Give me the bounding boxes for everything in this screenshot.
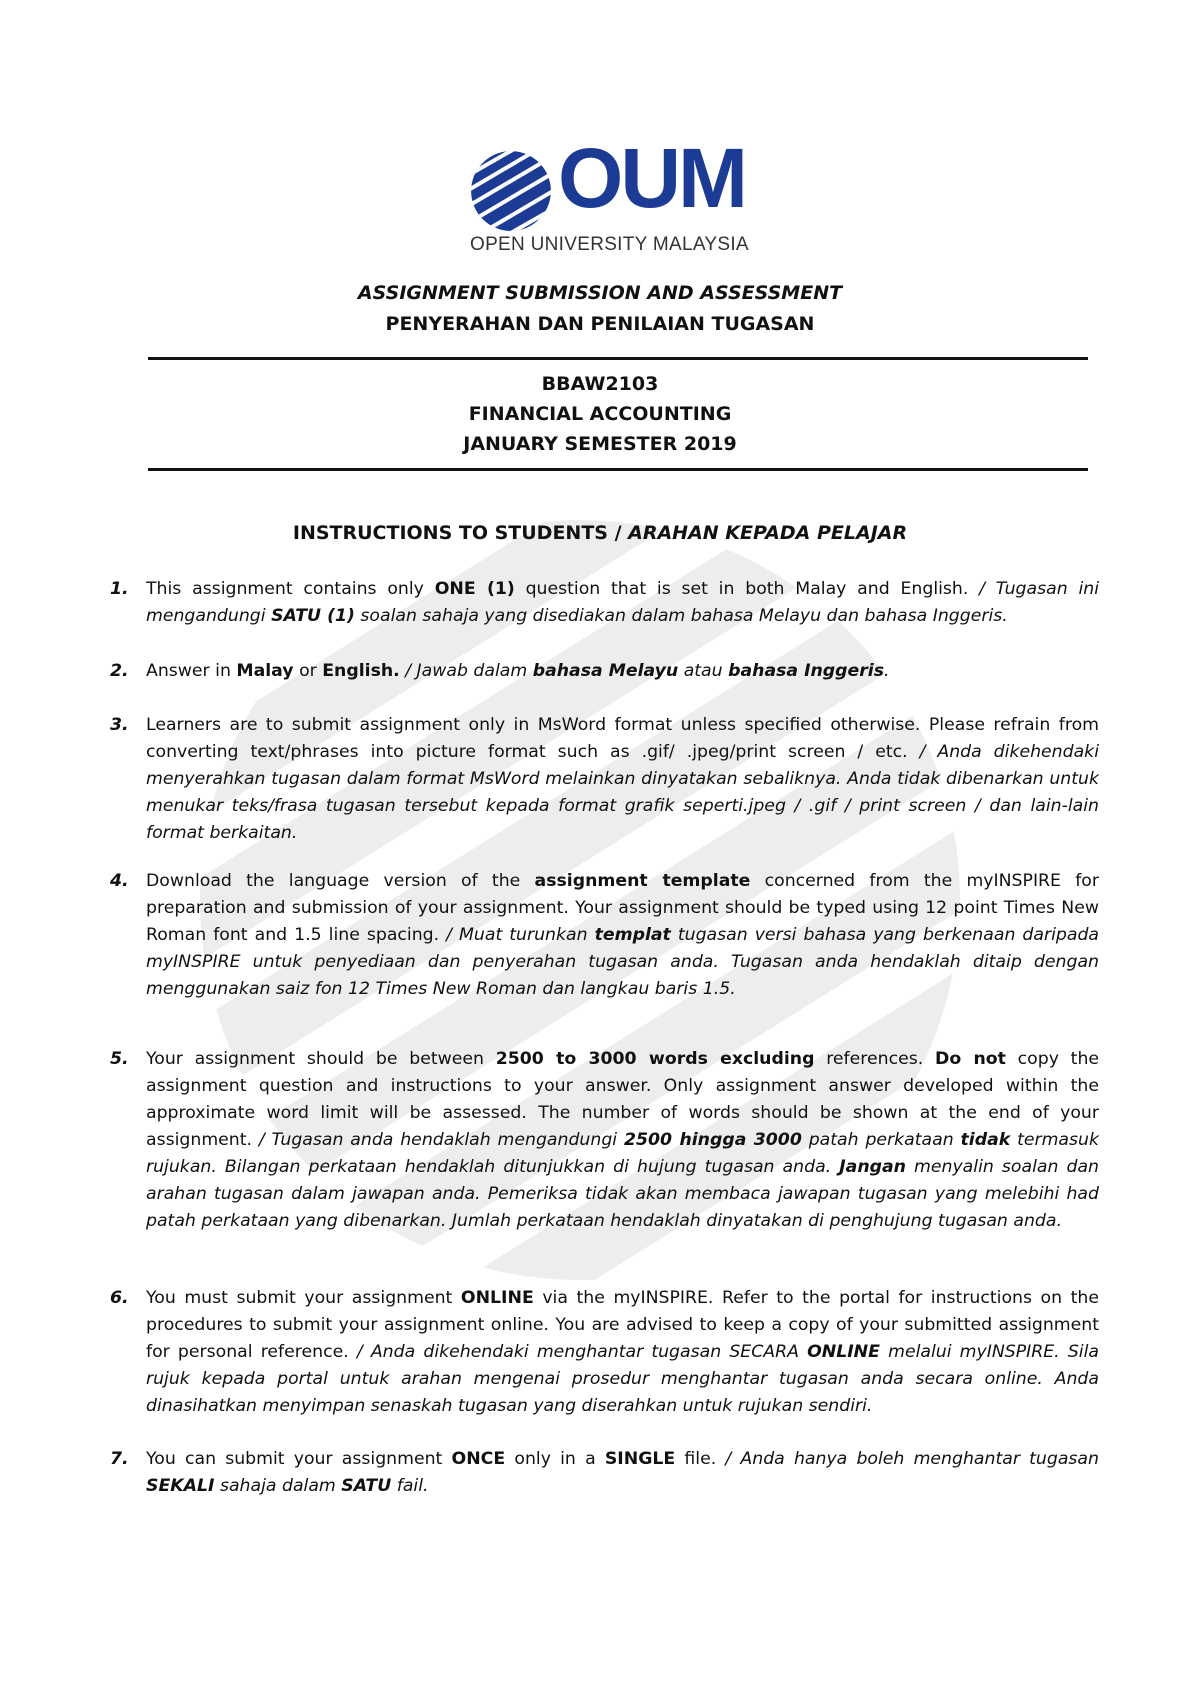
- instruction-text-part: / Anda dikehendaki menyerahkan tugasan dalam format MsWord melainkan dinyatakan sebaliknya. Anda tidak dibenarkan untuk menukar teks/frasa tugasan tersebut kepada format grafik seperti.jpeg / .gif / print screen / dan lain-lain format berkaitan.: [146, 742, 1099, 843]
- instructions-heading: [0, 522, 1200, 544]
- instruction-number: 7.: [110, 1449, 129, 1469]
- instruction-text-part: patah perkataan: [801, 1130, 961, 1150]
- instruction-text-part: Malay: [236, 661, 294, 681]
- instruction-text: [146, 712, 1099, 847]
- logo-wordmark: OUM: [558, 131, 745, 225]
- instructions-heading-malay: ARAHAN KEPADA PELAJAR: [628, 522, 908, 544]
- instruction-text-part: bahasa Inggeris: [728, 661, 884, 681]
- instruction-text-part: tidak: [960, 1130, 1011, 1150]
- instruction-text-part: or: [293, 661, 323, 681]
- instruction-text-part: menyalin soalan dan arahan tugasan dalam jawapan anda. Pemeriksa tidak akan membaca jawapan tugasan yang melebihi had patah perkataan yang dibenarkan. Jumlah perkataan hendaklah dinyatakan di penghujung tugasan anda.: [146, 1157, 1099, 1231]
- oum-logo: [470, 131, 750, 260]
- instruction-number: 5.: [110, 1049, 129, 1069]
- instruction-text-part: copy the assignment question and instructions to your answer. Only assignment answer developed within the approximate word limit will be assessed. The number of words should be shown at the end of your assignment.: [146, 1049, 1100, 1150]
- instruction-text: [146, 576, 1099, 630]
- instruction-text-part: 2500 hingga 3000: [623, 1130, 802, 1150]
- instruction-text-part: ONLINE: [807, 1342, 880, 1362]
- instruction-text-part: You can submit your assignment: [146, 1449, 452, 1469]
- instruction-text-part: only in a: [505, 1449, 605, 1469]
- instruction-text-part: SINGLE: [604, 1449, 676, 1469]
- instruction-number: 3.: [110, 715, 129, 735]
- instruction-text-part: atau: [678, 661, 729, 681]
- instruction-text-part: You must submit your assignment: [146, 1288, 461, 1308]
- instruction-text: [146, 1046, 1099, 1235]
- instruction-text-part: Jangan: [839, 1157, 906, 1177]
- instruction-text-part: SEKALI: [146, 1476, 215, 1496]
- instruction-text-part: / Anda hanya boleh menghantar tugasan: [725, 1449, 1099, 1469]
- course-code: BBAW2103: [541, 373, 659, 395]
- instruction-text-part: Download the language version of the: [146, 871, 535, 891]
- instruction-text-part: soalan sahaja yang disediakan dalam bahasa Melayu dan bahasa Inggeris.: [354, 606, 1008, 626]
- instruction-text: [146, 1446, 1099, 1500]
- instruction-text-part: / Tugasan ini mengandungi: [146, 579, 1099, 626]
- instruction-text: [146, 658, 1099, 685]
- instruction-text-part: / Jawab dalam: [399, 661, 533, 681]
- instruction-text-part: termasuk rujukan. Bilangan perkataan hendaklah ditunjukkan di hujung tugasan anda.: [146, 1130, 1099, 1177]
- instruction-text-part: assignment template: [534, 871, 751, 891]
- title-malay: PENYERAHAN DAN PENILAIAN TUGASAN: [385, 313, 815, 335]
- instruction-text-part: tugasan versi bahasa yang berkenaan daripada myINSPIRE untuk penyediaan dan penyerahan tugasan anda. Tugasan anda hendaklah ditaip dengan menggunakan saiz fon 12 Times New Roman dan langkau baris 1.5.: [146, 925, 1099, 999]
- instruction-text-part: file.: [675, 1449, 726, 1469]
- instruction-number: 4.: [110, 871, 129, 891]
- title-english: ASSIGNMENT SUBMISSION AND ASSESSMENT: [357, 282, 843, 304]
- instruction-number: 1.: [110, 579, 129, 599]
- instruction-text-part: SATU (1): [271, 606, 355, 626]
- instruction-text-part: references.: [814, 1049, 935, 1069]
- instruction-text-part: Your assignment should be between: [146, 1049, 496, 1069]
- instruction-text-part: ONE (1): [434, 579, 515, 599]
- instruction-text-part: / Muat turunkan: [446, 925, 595, 945]
- instruction-number: 2.: [110, 661, 129, 681]
- instruction-text-part: bahasa Melayu: [532, 661, 679, 681]
- instruction-text-part: ONCE: [451, 1449, 506, 1469]
- course-name: FINANCIAL ACCOUNTING: [468, 403, 732, 425]
- instruction-text-part: English.: [322, 661, 400, 681]
- instruction-text-part: melalui myINSPIRE. Sila rujuk kepada portal untuk arahan mengenai prosedur menghantar tugasan anda secara online. Anda dinasihatkan menyimpan senaskah tugasan yang diserahkan untuk rujukan sendiri.: [146, 1342, 1099, 1416]
- instruction-number: 6.: [110, 1288, 129, 1308]
- instruction-text-part: .: [884, 661, 890, 681]
- instruction-text-part: Do not: [934, 1049, 1006, 1069]
- instruction-text-part: sahaja dalam: [214, 1476, 342, 1496]
- semester: JANUARY SEMESTER 2019: [463, 433, 737, 455]
- instruction-text-part: via the myINSPIRE. Refer to the portal for instructions on the procedures to submit your assignment online. You are advised to keep a copy of your submitted assignment for personal reference.: [146, 1288, 1099, 1362]
- instruction-text-part: question that is set in both Malay and English.: [514, 579, 980, 599]
- instruction-text-part: Answer in: [146, 661, 237, 681]
- oum-globe-icon: [470, 150, 552, 232]
- instruction-text-part: fail.: [391, 1476, 429, 1496]
- instruction-text-part: 2500 to 3000 words excluding: [495, 1049, 815, 1069]
- instruction-text-part: Learners are to submit assignment only in MsWord format unless specified otherwise. Please refrain from converting text/phrases into picture format such as .gif/ .jpeg/print screen / etc.: [146, 715, 1099, 762]
- instruction-text-part: templat: [594, 925, 671, 945]
- instructions-heading-english: INSTRUCTIONS TO STUDENTS /: [292, 522, 629, 544]
- instruction-text-part: / Tugasan anda hendaklah mengandungi: [258, 1130, 624, 1150]
- instruction-text-part: / Anda dikehendaki menghantar tugasan SECARA: [356, 1342, 808, 1362]
- instruction-text: [146, 868, 1099, 1003]
- instruction-text-part: This assignment contains only: [146, 579, 435, 599]
- instruction-text-part: ONLINE: [460, 1288, 534, 1308]
- instruction-text: [146, 1285, 1099, 1420]
- instruction-text-part: SATU: [341, 1476, 392, 1496]
- instruction-text-part: concerned from the myINSPIRE for preparation and submission of your assignment. Your assignment should be typed using 12 point Times New Roman font and 1.5 line spacing.: [146, 871, 1099, 945]
- logo-subtitle: OPEN UNIVERSITY MALAYSIA: [470, 234, 749, 255]
- divider-top: [148, 357, 1088, 360]
- divider-bottom: [148, 468, 1088, 471]
